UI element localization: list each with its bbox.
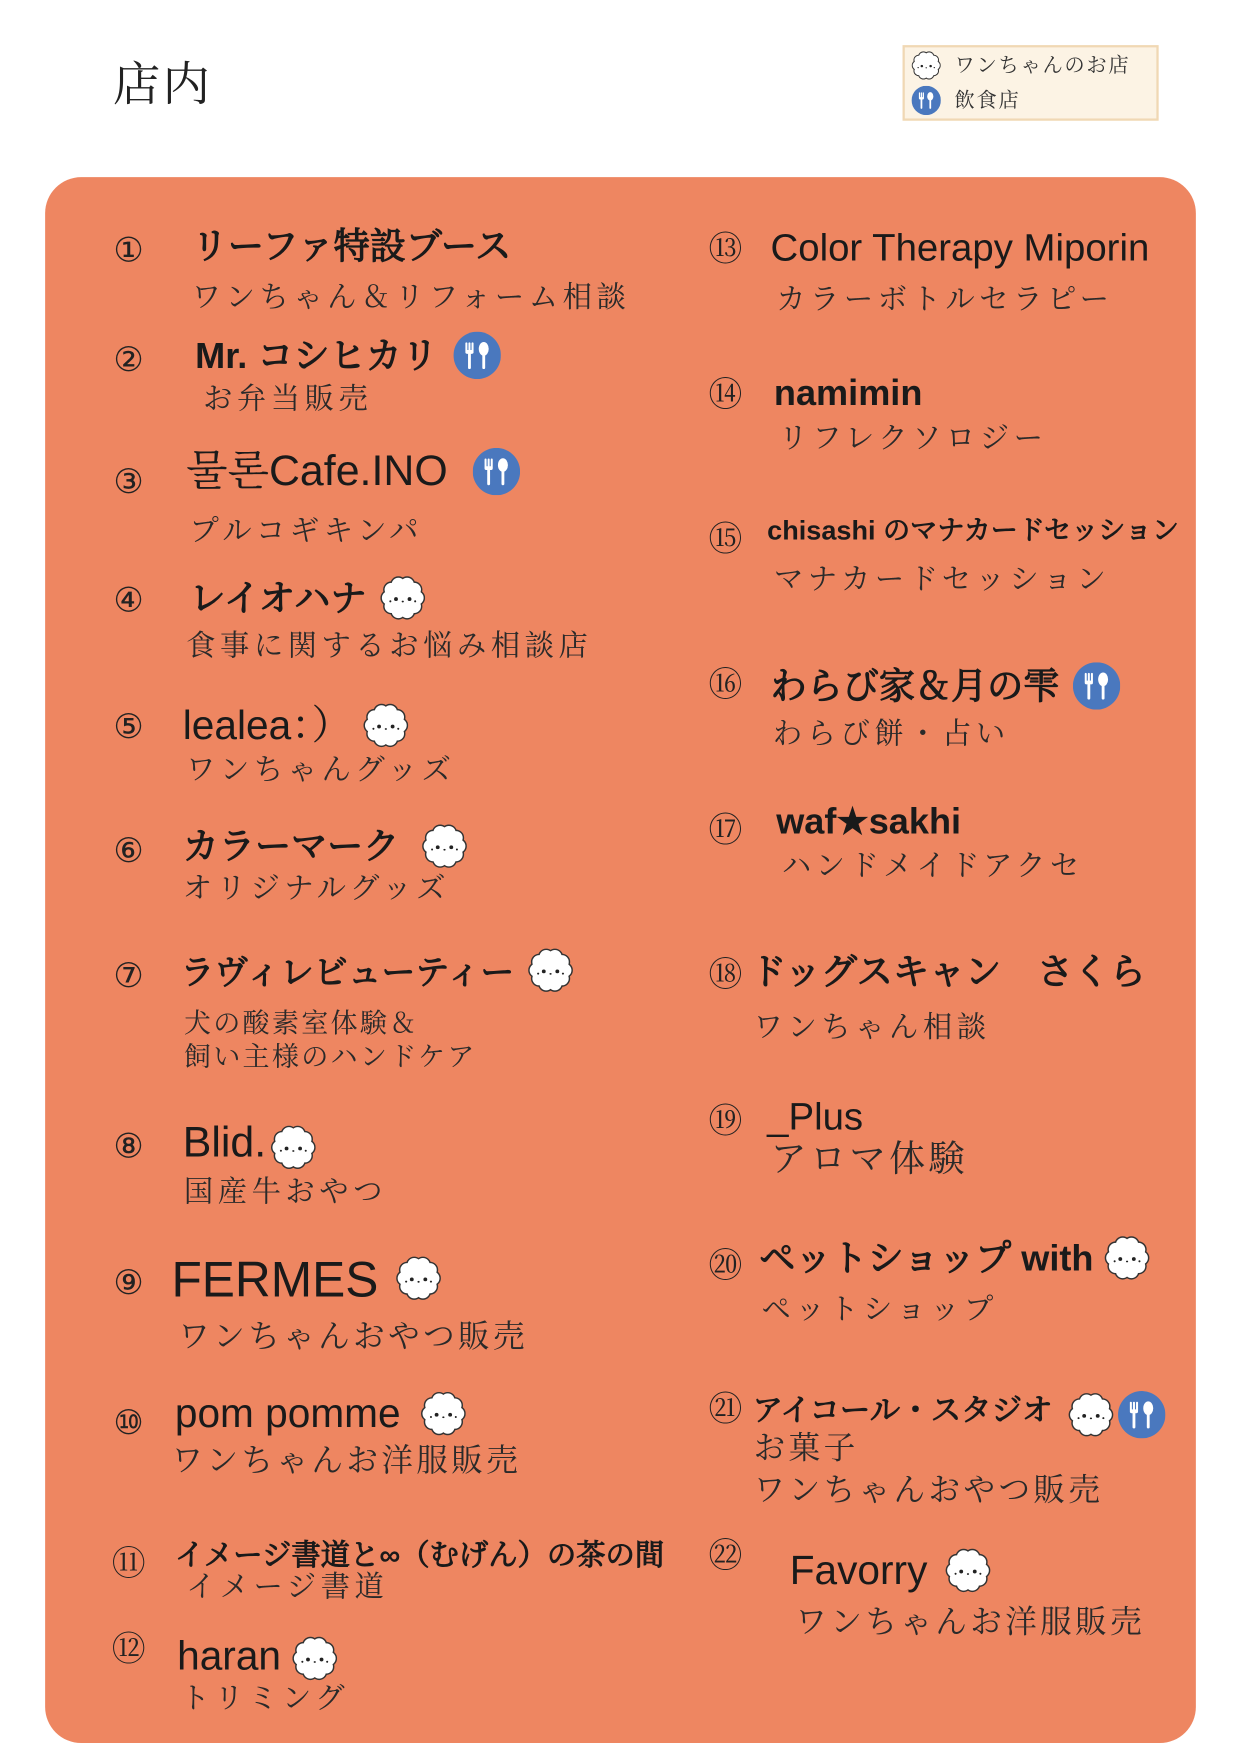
dog-shop-icon	[396, 1256, 441, 1301]
shop-description	[182, 870, 451, 905]
shop-description-line: イメージ書道	[186, 1569, 389, 1604]
shop-name-row	[790, 1546, 991, 1596]
shop-number: ⑦	[113, 956, 144, 997]
shop-name: lealea：）	[182, 701, 353, 748]
shop-name: Blid.	[182, 1119, 267, 1167]
legend-label: ワンちゃんのお店	[954, 54, 1131, 77]
legend-item-restaurant	[912, 85, 1021, 117]
dog-shop-icon	[421, 1391, 466, 1436]
shop-description	[186, 752, 456, 787]
shop-description-line: リフレクソロジー	[778, 420, 1048, 455]
shop-name-row	[183, 701, 409, 751]
shop-description-line: オリジナルグッズ	[182, 870, 451, 905]
shop-number: ⑭	[708, 375, 743, 416]
dog-shop-icon	[380, 575, 425, 620]
fork-spoon-icon	[472, 448, 519, 495]
shop-number: ⑰	[708, 811, 743, 851]
shop-description	[770, 1138, 968, 1179]
dog-shop-icon	[1105, 1235, 1150, 1280]
shop-name-row	[771, 223, 1150, 273]
fork-spoon-icon	[912, 86, 941, 115]
shop-name: ラヴィレビューティー	[180, 954, 515, 992]
shop-name-row	[186, 447, 520, 497]
shop-name: 물론Cafe.INO	[186, 447, 448, 496]
shop-number: ㉑	[708, 1389, 743, 1430]
shop-name: Favorry	[789, 1546, 928, 1593]
shop-description	[203, 381, 373, 416]
shop-name: Color Therapy Miporin	[770, 226, 1150, 270]
shop-name: リーファ特設ブース	[191, 225, 512, 267]
shop-number: ⑱	[708, 955, 743, 996]
shop-name-row	[183, 1118, 316, 1168]
shop-name-row	[776, 796, 961, 846]
legend-label: 飲食店	[954, 89, 1021, 112]
fork-spoon-icon	[454, 332, 501, 379]
shop-name: カラーマーク	[182, 825, 400, 867]
shop-description-line: トリミング	[180, 1680, 350, 1715]
shop-name-row	[183, 821, 467, 871]
shop-number: ⑮	[708, 520, 743, 560]
shop-description	[761, 1291, 998, 1326]
shop-number: ㉒	[708, 1536, 743, 1577]
shop-description-line: わらび餅・占い	[772, 716, 1010, 751]
dog-shop-icon	[528, 948, 573, 993]
shop-number: ①	[113, 231, 144, 271]
shop-name: Mr. コシヒカリ	[195, 335, 438, 376]
shop-name-row	[195, 331, 501, 381]
shop-name: わらび家＆月の雫	[770, 665, 1060, 707]
shop-description-line: お菓子	[753, 1430, 859, 1466]
shop-number: ②	[113, 340, 144, 381]
shop-description-line: ワンちゃんお洋服販売	[795, 1604, 1146, 1640]
shop-name-row	[759, 1233, 1150, 1283]
shop-description-line: 飼い主様のハンドケア	[183, 1042, 477, 1073]
dog-shop-icon	[912, 51, 941, 80]
shop-number: ⑩	[113, 1403, 144, 1443]
shop-description-line: ワンちゃんグッズ	[186, 752, 456, 787]
shop-name-row	[771, 661, 1121, 711]
shop-number: ⑧	[113, 1127, 144, 1167]
shop-name-row	[767, 1092, 863, 1142]
shop-description-line: 食事に関するお悩み相談店	[186, 628, 593, 663]
shop-description	[781, 848, 1084, 883]
shop-name-row	[767, 507, 1179, 557]
shop-description	[778, 420, 1048, 455]
shop-description-line: ハンドメイドアクセ	[781, 848, 1084, 883]
shop-description-line: ワンちゃんおやつ販売	[753, 1472, 1104, 1508]
shop-description	[183, 1174, 387, 1209]
dog-shop-icon	[422, 824, 467, 869]
shop-description-line: アロマ体験	[770, 1138, 968, 1179]
shop-description-line: 犬の酸素室体験＆	[183, 1008, 419, 1040]
page-title: 店内	[112, 57, 213, 111]
shop-number: ④	[113, 581, 144, 621]
shop-number: ③	[113, 462, 144, 503]
shop-description-line: 国産牛おやつ	[183, 1174, 387, 1209]
shop-name-row	[181, 949, 573, 999]
shop-name-row	[171, 1252, 441, 1308]
dog-shop-icon	[945, 1548, 990, 1593]
shop-name: haran	[177, 1632, 282, 1679]
shop-name: ドッグスキャン さくら	[750, 951, 1146, 992]
shop-description	[191, 279, 631, 314]
shop-description	[795, 1604, 1146, 1640]
shop-description-line: ワンちゃん＆リフォーム相談	[191, 279, 631, 314]
shop-name: イメージ書道と∞（むげん）の茶の間	[174, 1537, 665, 1572]
shop-description-line: ワンちゃんお洋服販売	[171, 1442, 522, 1478]
shop-description	[186, 1569, 389, 1604]
shop-name: namimin	[773, 372, 923, 413]
shop-name-row	[774, 368, 922, 418]
shop-description	[186, 628, 593, 663]
shop-number: ⑲	[708, 1102, 743, 1142]
shop-description	[184, 1007, 477, 1075]
shop-name: ペットショップ with	[759, 1237, 1094, 1279]
shop-number: ⑪	[111, 1544, 146, 1584]
shop-number: ⑤	[113, 707, 144, 747]
shop-description-line: カラーボトルセラピー	[776, 282, 1114, 316]
shop-description	[189, 513, 423, 548]
shop-name: アイコール・スタジオ	[752, 1392, 1053, 1427]
shop-name: chisashi のマナカードセッション	[767, 515, 1180, 547]
dog-shop-icon	[271, 1125, 316, 1170]
shop-name-row	[192, 221, 512, 271]
shop-number: ⑬	[708, 230, 743, 270]
legend-item-dog-shop	[912, 50, 1131, 82]
dog-shop-icon	[292, 1636, 337, 1681]
shop-name-row	[750, 947, 1145, 997]
shop-description	[753, 1009, 991, 1044]
shop-description-line: ワンちゃんおやつ販売	[178, 1318, 529, 1354]
fork-spoon-icon	[1118, 1391, 1165, 1438]
shop-number: ⑥	[113, 831, 144, 871]
shop-number: ⑳	[708, 1246, 743, 1287]
shop-name-row	[175, 1389, 466, 1439]
shop-description	[178, 1318, 529, 1354]
shop-number: ⑯	[708, 665, 743, 706]
shop-name: pom pomme	[174, 1389, 401, 1437]
shop-description	[180, 1680, 350, 1715]
fork-spoon-icon	[1073, 662, 1120, 709]
shop-number: ⑫	[111, 1630, 146, 1670]
shop-number: ⑨	[113, 1263, 144, 1304]
shop-description	[772, 716, 1010, 751]
shop-name-row	[177, 1631, 337, 1681]
shop-description-line: マナカードセッション	[773, 561, 1111, 596]
shop-description	[776, 282, 1114, 316]
shop-name: waf★sakhi	[776, 801, 962, 842]
shop-description-line: お弁当販売	[203, 381, 373, 416]
shop-name: _Plus	[767, 1095, 864, 1139]
shop-name-row	[190, 573, 426, 623]
shop-description	[171, 1442, 522, 1478]
shop-description-line: ワンちゃん相談	[753, 1009, 991, 1044]
legend-box	[903, 45, 1159, 121]
shop-name: レイオハナ	[189, 577, 367, 619]
shop-description-line: プルコギキンパ	[189, 513, 423, 548]
dog-shop-icon	[363, 703, 408, 748]
shop-description-line: ペットショップ	[761, 1291, 998, 1326]
shop-description	[754, 1427, 1104, 1510]
shop-description	[773, 561, 1111, 596]
shop-name: FERMES	[171, 1252, 379, 1308]
